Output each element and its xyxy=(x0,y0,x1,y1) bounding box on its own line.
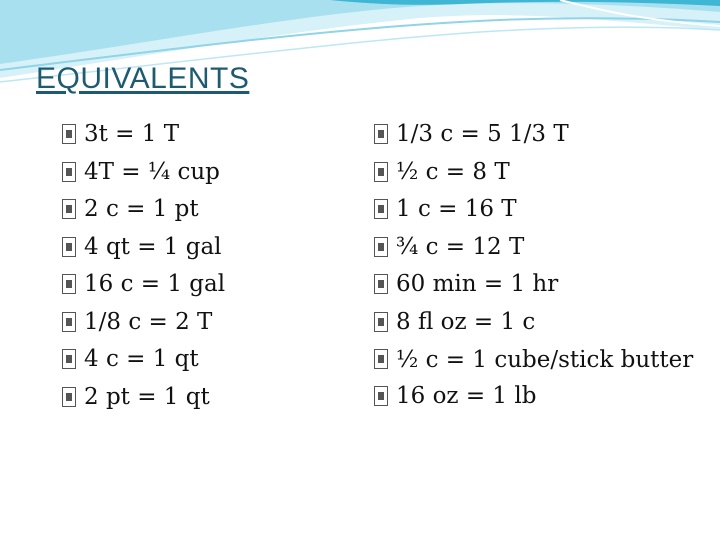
right-equivalents-list xyxy=(374,116,694,416)
list-item-text: 3t = 1 T xyxy=(84,121,180,147)
square-bullet-icon xyxy=(374,162,388,182)
list-item xyxy=(62,154,352,192)
square-bullet-icon xyxy=(374,349,388,369)
square-bullet-icon xyxy=(374,237,388,257)
square-bullet-icon xyxy=(62,274,76,294)
list-item-text: ¾ c = 12 T xyxy=(396,233,525,260)
list-item-text: ½ c = 8 T xyxy=(396,158,510,185)
list-item xyxy=(374,116,694,154)
list-item-text: 1/3 c = 5 1/3 T xyxy=(396,121,569,147)
list-item-text: 1 c = 16 T xyxy=(396,196,517,222)
list-item xyxy=(374,378,694,416)
list-item xyxy=(374,154,694,192)
list-item xyxy=(62,266,352,304)
square-bullet-icon xyxy=(62,199,76,219)
square-bullet-icon xyxy=(62,312,76,332)
list-item xyxy=(374,191,694,229)
square-bullet-icon xyxy=(62,162,76,182)
list-item xyxy=(62,341,352,379)
list-item-text: 16 c = 1 gal xyxy=(84,271,226,297)
list-item-text: 2 c = 1 pt xyxy=(84,196,199,222)
square-bullet-icon xyxy=(62,387,76,407)
list-item xyxy=(374,341,694,378)
list-item xyxy=(374,229,694,267)
square-bullet-icon xyxy=(374,199,388,219)
square-bullet-icon xyxy=(374,274,388,294)
list-item-text: 1/8 c = 2 T xyxy=(84,308,213,335)
list-item-text: 4 c = 1 qt xyxy=(84,346,199,372)
list-item-text: 4T = ¼ cup xyxy=(84,158,220,185)
square-bullet-icon xyxy=(374,124,388,144)
list-item-text: ½ c = 1 cube/stick butter xyxy=(396,347,694,373)
left-equivalents-list xyxy=(62,116,352,416)
list-item xyxy=(62,229,352,267)
square-bullet-icon xyxy=(374,386,388,406)
page-title: EQUIVALENTS xyxy=(36,62,250,95)
list-item xyxy=(62,116,352,154)
square-bullet-icon xyxy=(62,124,76,144)
list-item xyxy=(62,191,352,229)
list-item-text: 60 min = 1 hr xyxy=(396,271,559,297)
square-bullet-icon xyxy=(62,349,76,369)
list-item xyxy=(374,304,694,342)
list-item-text: 4 qt = 1 gal xyxy=(84,233,222,260)
list-item xyxy=(62,379,352,417)
list-item xyxy=(62,304,352,342)
list-item-text: 2 pt = 1 qt xyxy=(84,383,210,410)
list-item xyxy=(374,266,694,304)
square-bullet-icon xyxy=(374,312,388,332)
list-item-text: 16 oz = 1 lb xyxy=(396,383,537,409)
list-item-text: 8 fl oz = 1 c xyxy=(396,308,536,335)
square-bullet-icon xyxy=(62,237,76,257)
